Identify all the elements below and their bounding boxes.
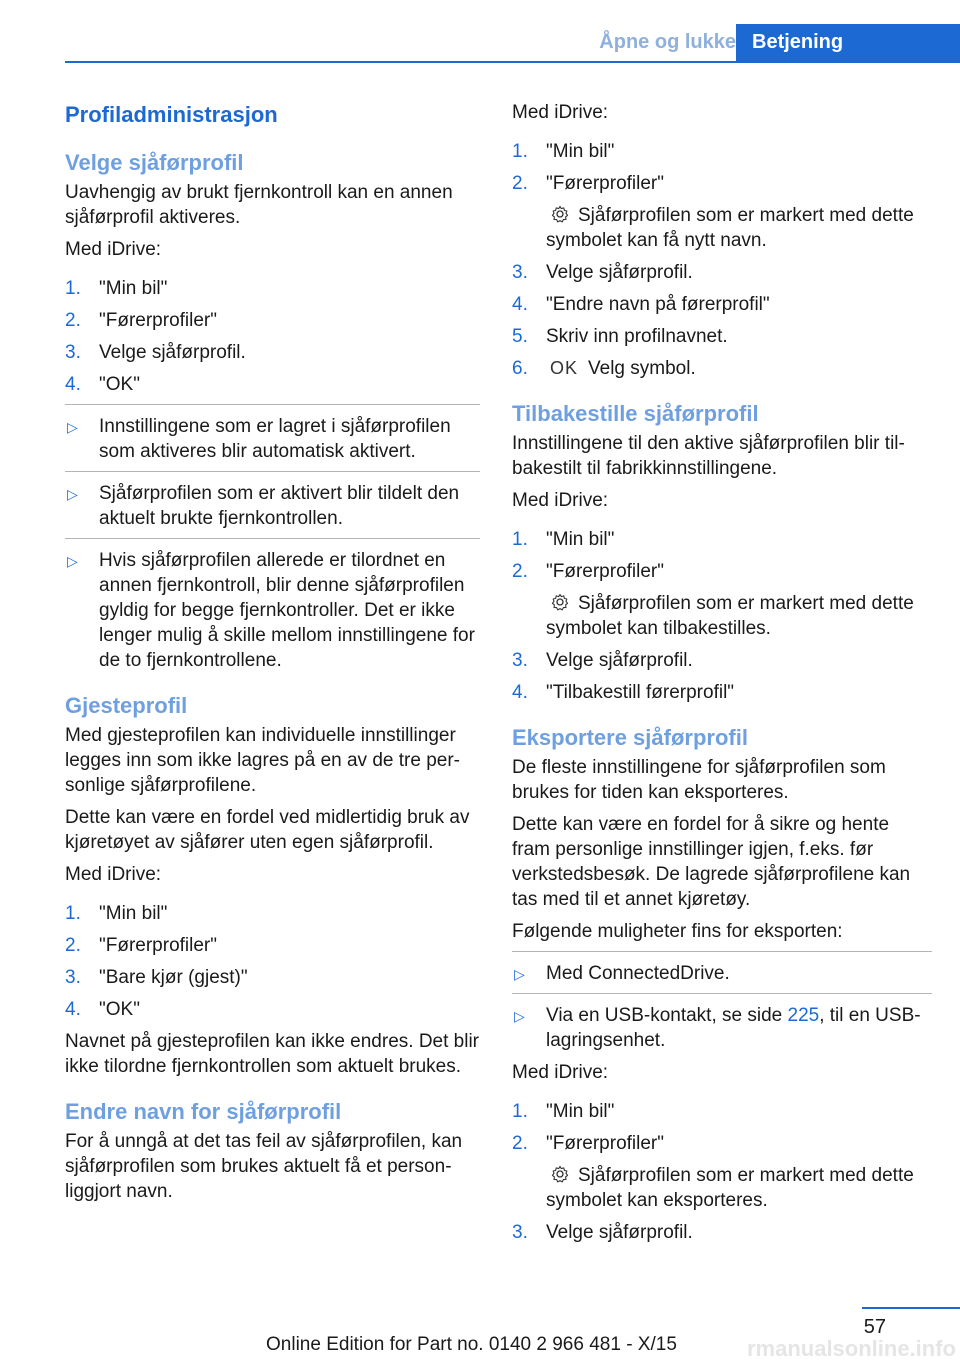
list-number: 5. [512, 326, 528, 347]
list-number: 4. [512, 294, 528, 315]
list-item: 1. "Min bil" [512, 529, 615, 550]
list-item: 1. "Min bil" [65, 278, 168, 299]
paragraph: Med gjesteprofilen kan individuelle innstillinger legges inn som ikke lagres på en av de tre personlige sjåførprofilene. [65, 725, 460, 796]
bullet-list [512, 951, 932, 1053]
numbered-list [512, 139, 932, 381]
list-item: ▷ Innstillingene som er lagret i sjåførprofilen som aktiveres blir automatisk aktivert. [65, 404, 480, 464]
list-item: 3. Velge sjåførprofil. [512, 1222, 693, 1243]
list-item: ▷ Hvis sjåførprofilen allerede er tilordnet en annen fjernkontroll, blir denne sjåførprofilen gyldig for begge fjernkontroller. Det er ikke lenger mulig å skille mellom innstillingene for de to fjernkontrollene. [65, 538, 480, 673]
numbered-list [512, 527, 932, 705]
footer-rule [862, 1307, 960, 1309]
list-item: 2. "Førerprofiler" [65, 310, 217, 331]
heading-velge-sjaforprofil: Velge sjåførprofil [65, 150, 244, 175]
list-item: 4. "OK" [65, 374, 140, 395]
ok-icon: OK [550, 358, 579, 378]
list-number: 2. [512, 1133, 528, 1154]
gear-icon [550, 1164, 570, 1184]
paragraph: Med iDrive: [512, 1062, 609, 1083]
list-number: 1. [65, 278, 81, 299]
list-number: 2. [65, 310, 81, 331]
header-chapter-tab: Betjening [736, 24, 960, 61]
gear-icon [550, 592, 570, 612]
list-item: 1. "Min bil" [512, 141, 615, 162]
paragraph: Følgende muligheter fins for eksporten: [512, 921, 843, 942]
list-item: 2. "Førerprofiler" Sjåførprofilen som er markert med dette symbolet kan eksporteres. [512, 1131, 932, 1213]
bullet-triangle-icon: ▷ [67, 553, 78, 569]
paragraph: For å unngå at det tas feil av sjåførprofilen, kan sjåførprofilen som brukes aktuelt få et personliggjort navn. [65, 1131, 463, 1202]
list-number: 3. [512, 650, 528, 671]
list-number: 2. [512, 173, 528, 194]
list-number: 4. [65, 374, 81, 395]
numbered-list [65, 901, 480, 1022]
list-item-note: Sjåførprofilen som er markert med dette symbolet kan eksporteres. [546, 1165, 914, 1211]
paragraph: Med iDrive: [512, 490, 609, 511]
paragraph: Med iDrive: [65, 239, 162, 260]
list-item: 6. OK Velg symbol. [512, 358, 696, 379]
heading-endre-navn: Endre navn for sjåførprofil [65, 1099, 342, 1124]
list-number: 6. [512, 358, 528, 379]
bullet-triangle-icon: ▷ [514, 1008, 525, 1024]
list-item: 1. "Min bil" [512, 1101, 615, 1122]
page-title: Profiladministrasjon [65, 102, 278, 127]
list-number: 2. [512, 561, 528, 582]
numbered-list [512, 1099, 932, 1245]
list-number: 3. [512, 262, 528, 283]
list-number: 4. [512, 682, 528, 703]
list-number: 3. [65, 967, 81, 988]
list-number: 3. [512, 1222, 528, 1243]
list-item: 3. Velge sjåførprofil. [512, 650, 693, 671]
page-number: 57 [863, 1316, 886, 1338]
edition-note: Online Edition for Part no. 0140 2 966 481 - X/15 [266, 1334, 677, 1355]
header-rule [65, 61, 960, 63]
watermark: rmanualsonline.info [746, 1336, 956, 1361]
heading-eksportere: Eksportere sjåførprofil [512, 725, 748, 750]
list-number: 4. [65, 999, 81, 1020]
list-item: ▷ Via en USB-kontakt, se side 225, til en USB-lagringsenhet. [512, 993, 932, 1053]
gear-icon [550, 204, 570, 224]
left-column [65, 100, 480, 1211]
list-item: 2. "Førerprofiler" Sjåførprofilen som er markert med dette symbolet kan tilbakestilles. [512, 559, 932, 641]
paragraph: Uavhengig av brukt fjernkontroll kan en annen sjåførprofil aktiveres. [65, 182, 453, 228]
paragraph: Dette kan være en fordel for å sikre og hente fram personlige innstillinger igjen, f.eks. før verkstedsbesøk. De lagrede sjåførprofilene kan tas med til et annet kjøretøy. [512, 814, 911, 910]
heading-gjesteprofil: Gjesteprofil [65, 693, 188, 718]
list-item-note: Sjåførprofilen som er markert med dette symbolet kan tilbakestilles. [546, 593, 914, 639]
list-number: 2. [65, 935, 81, 956]
list-number: 1. [512, 141, 528, 162]
list-number: 1. [65, 903, 81, 924]
list-item: 3. Velge sjåførprofil. [65, 342, 246, 363]
list-item: 1. "Min bil" [65, 903, 168, 924]
list-item: 5. Skriv inn profilnavnet. [512, 326, 728, 347]
list-number: 1. [512, 1101, 528, 1122]
list-item: ▷ Sjåførprofilen som er aktivert blir tildelt den aktuelt brukte fjernkontrollen. [65, 471, 480, 531]
bullet-list [65, 404, 480, 673]
list-number: 1. [512, 529, 528, 550]
numbered-list [65, 276, 480, 397]
bullet-triangle-icon: ▷ [67, 419, 78, 435]
header-section-title: Åpne og lukke [599, 31, 736, 53]
paragraph: Dette kan være en fordel ved midlertidig bruk av kjøretøyet av sjåfører uten egen sjåførprofil. [65, 807, 470, 853]
paragraph: Med iDrive: [512, 102, 609, 123]
list-item: ▷ Med ConnectedDrive. [512, 951, 932, 986]
heading-tilbakestille: Tilbakestille sjåførprofil [512, 401, 759, 426]
list-item: 4. "OK" [65, 999, 140, 1020]
list-item: 2. "Førerprofiler" Sjåførprofilen som er markert med dette symbolet kan få nytt navn. [512, 171, 932, 253]
bullet-triangle-icon: ▷ [514, 966, 525, 982]
list-item: 4. "Tilbakestill førerprofil" [512, 682, 735, 703]
paragraph: Navnet på gjesteprofilen kan ikke endres. Det blir ikke tilordne fjernkontrollen som aktuelt brukes. [65, 1031, 480, 1077]
list-item: 4. "Endre navn på førerprofil" [512, 294, 770, 315]
page-link[interactable]: 225 [787, 1005, 820, 1026]
list-item: 3. Velge sjåførprofil. [512, 262, 693, 283]
paragraph: Innstillingene til den aktive sjåførprofilen blir tilbakestilt til fabrikkinnstillingene. [512, 433, 905, 479]
paragraph: Med iDrive: [65, 864, 162, 885]
bullet-triangle-icon: ▷ [67, 486, 78, 502]
list-item-note: Sjåførprofilen som er markert med dette symbolet kan få nytt navn. [546, 205, 914, 251]
list-item: 3. "Bare kjør (gjest)" [65, 967, 248, 988]
paragraph: De fleste innstillingene for sjåførprofilen som brukes for tiden kan eksporteres. [512, 757, 886, 803]
right-column [512, 100, 932, 1252]
list-number: 3. [65, 342, 81, 363]
list-item: 2. "Førerprofiler" [65, 935, 217, 956]
